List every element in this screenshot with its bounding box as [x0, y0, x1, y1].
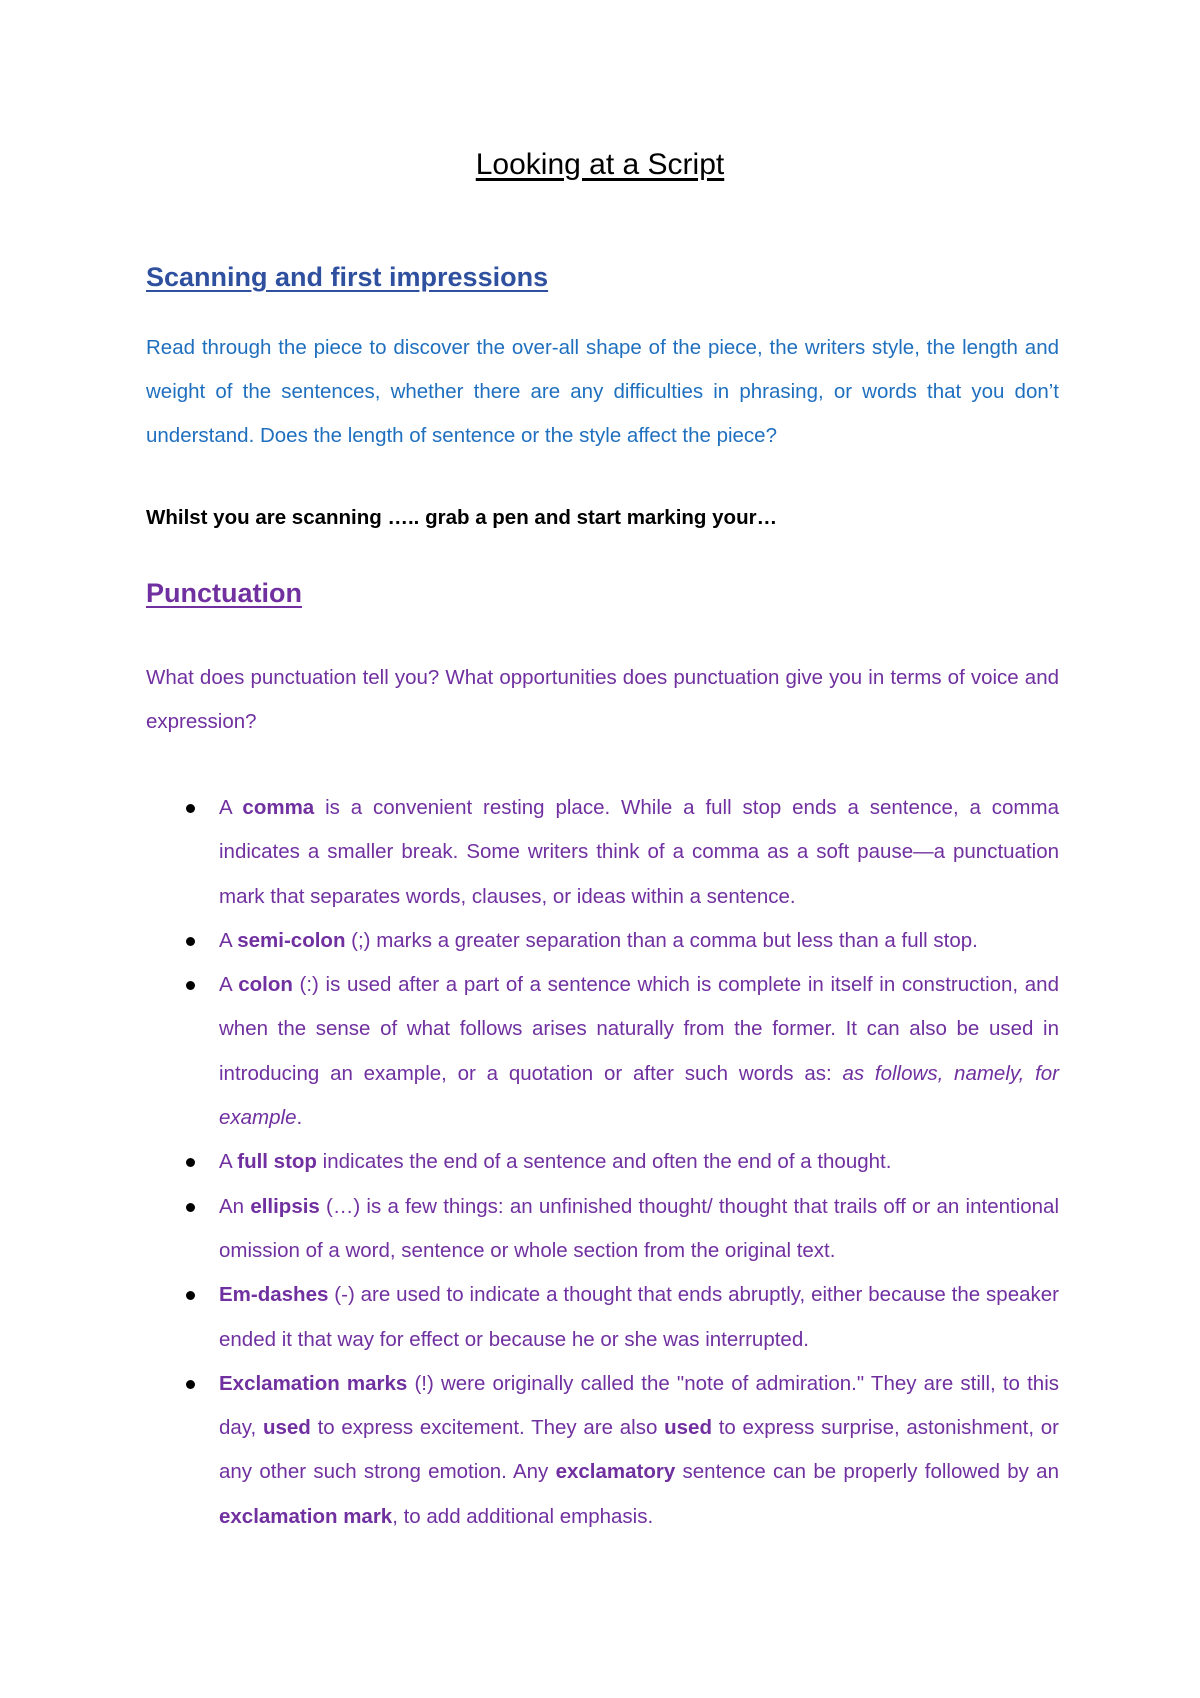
exclamation-text-b: to express excitement. They are also [310, 1416, 665, 1440]
bullet-icon [186, 804, 195, 813]
comma-term: comma [242, 796, 315, 819]
section-heading-scanning: Scanning and first impressions [146, 262, 549, 292]
bullet-icon [186, 1158, 195, 1167]
page-title: Looking at a Script [475, 148, 725, 181]
emdash-text: (-) are used to indicate a thought that ends abruptly, either because the speaker ended it that way for effect or because he or she was interrupted. [219, 1283, 1059, 1351]
comma-text-b: is a convenient resting place. While a full stop ends a sentence, a comma indicates a smaller break. Some writers think of a comma as a soft pause—a punctuation mark that separates words, clauses, or ideas within a sentence. [219, 796, 1059, 908]
punctuation-intro: What does punctuation tell you? What opportunities does punctuation give you in terms of voice and expression? [146, 666, 1059, 733]
exclamation-text-d: sentence can be properly followed by an [675, 1460, 1059, 1484]
exclamation-text-a: (!) were originally called the "note of admiration." They are still, to this day, [219, 1371, 1059, 1440]
fullstop-text-a: A [219, 1150, 238, 1174]
bullet-icon [186, 1291, 195, 1300]
exclamation-exclamatory: exclamatory [555, 1460, 676, 1484]
punctuation-list [146, 786, 1059, 1539]
ellipsis-term: ellipsis [250, 1194, 320, 1218]
list-item-ellipsis [146, 1185, 1059, 1274]
semicolon-term: semi-colon [237, 928, 346, 952]
colon-examples: as follows, namely, for example [219, 1061, 1060, 1130]
list-item-exclamation [146, 1362, 1059, 1539]
exclamation-term: Exclamation marks [219, 1371, 408, 1395]
scanning-paragraph: Read through the piece to discover the over-all shape of the piece, the writers style, the length and weight of the sentences, whether there are any difficulties in phrasing, or words that you don’t understand. Does the length of sentence or the style affect the piece? [146, 336, 1059, 447]
list-item-em-dashes [146, 1273, 1059, 1362]
colon-text-c: . [296, 1106, 303, 1130]
bullet-icon [186, 981, 195, 990]
colon-text-a: A [219, 973, 239, 997]
ellipsis-text-b: (…) is a few things: an unfinished thought/ thought that trails off or an intentional omission of a word, sentence or whole section from the original text. [219, 1194, 1060, 1262]
emdash-term: Em-dashes [219, 1283, 329, 1307]
exclamation-text-c: to express surprise, astonishment, or any other such strong emotion. Any [219, 1416, 1059, 1484]
semicolon-text-a: A [219, 928, 238, 952]
section-heading-punctuation: Punctuation [146, 578, 302, 608]
bullet-icon [186, 1380, 195, 1389]
list-item-colon [146, 963, 1059, 1140]
bullet-icon [186, 937, 195, 946]
fullstop-text-b: indicates the end of a sentence and often the end of a thought. [316, 1150, 892, 1174]
comma-text-a: A [219, 796, 243, 819]
list-item-semicolon [146, 919, 1059, 963]
exclamation-mark-term: exclamation mark [219, 1504, 393, 1528]
fullstop-term: full stop [237, 1150, 317, 1174]
list-item-comma [146, 786, 1059, 919]
list-item-full-stop [146, 1140, 1059, 1184]
exclamation-used-1: used [262, 1416, 311, 1440]
ellipsis-text-a: An [219, 1194, 251, 1218]
bullet-icon [186, 1203, 195, 1212]
colon-text-b: (:) is used after a part of a sentence which is complete in itself in construction, and when the sense of what follows arises naturally from the former. It can also be used in introducing an example, or a quotation or after such words as: [219, 973, 1059, 1085]
scanning-instruction: Whilst you are scanning ….. grab a pen and start marking your… [146, 506, 778, 529]
colon-term: colon [238, 973, 293, 997]
exclamation-text-e: , to add additional emphasis. [392, 1504, 654, 1528]
exclamation-used-2: used [664, 1416, 712, 1440]
semicolon-text-b: (;) marks a greater separation than a comma but less than a full stop. [345, 928, 978, 952]
